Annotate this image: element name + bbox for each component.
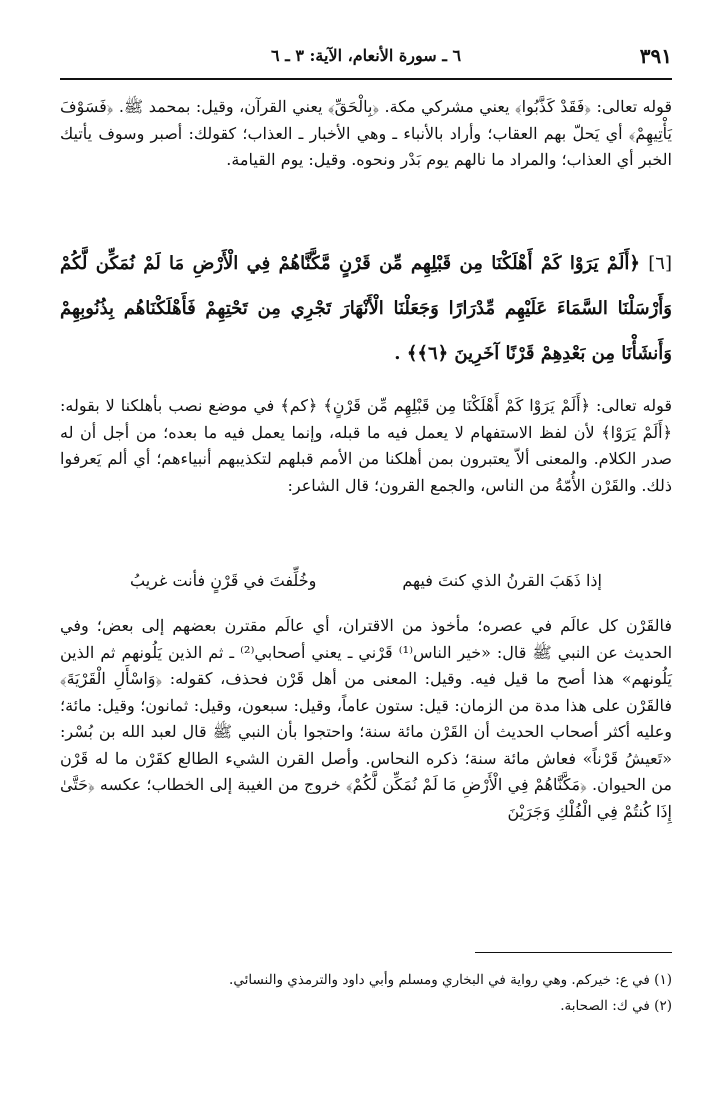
running-title: ٦ ـ سورة الأنعام، الآية: ٣ ـ ٦ [270, 46, 462, 65]
poem-verse [60, 567, 672, 597]
footnote-2: (٢) في ك: الصحابة. [560, 998, 672, 1014]
running-header [60, 40, 672, 70]
footnote-rule [475, 952, 672, 953]
header-rule [60, 78, 672, 80]
verse-text: ﴿أَلَمْ يَرَوْا كَمْ أَهْلَكْنَا مِن قَبْلِهِم مِّن قَرْنٍ مَّكَّنَّاهُمْ فِي الْأَرْضِ مَا لَمْ نُمَكِّن لَّكُمْ وَأَرْسَلْنَا السَّمَاءَ عَلَيْهِم مِّدْرَارًا وَجَعَلْنَا الْأَنْهَارَ تَجْرِي مِن تَحْتِهِمْ فَأَهْلَكْنَاهُم بِذُنُوبِهِمْ وَأَنشَأْنَا مِن بَعْدِهِمْ قَرْنًا آخَرِينَ ﴿٦﴾﴾ . [60, 253, 672, 364]
page-number: ٣٩١ [639, 44, 672, 68]
commentary-paragraph-2: قوله تعالى: ﴿أَلَمْ يَرَوْا كَمْ أَهْلَكْنَا مِن قَبْلِهِم مِّن قَرْنٍ﴾ ﴿كم﴾ في موضع نصب بأهلكنا لا بقوله: ﴿أَلَمْ يَرَوْا﴾ لأن لفظ الاستفهام لا يعمل فيه ما قبله، وإنما يعمل فيه ما بعده؛ من أجل أن له صدر الكلام. والمعنى ألاّ يعتبرون بمن أهلكنا من الأمم قبلهم لتكذيبهم أنبياءهم؛ أي ألم يَعرفوا ذلك. والقَرْن الأُمّةُ من الناس، والجمع القرون؛ قال الشاعر: [60, 396, 672, 495]
poem-first-hemistich: إذا ذَهَبَ القرنُ الذي كنتَ فيهم [402, 571, 602, 590]
poem-second-hemistich: وخُلِّفتَ في قَرْنٍ فأنت غريبُ [130, 571, 317, 590]
quran-verse [60, 241, 672, 376]
footnote-1: (١) في ع: خيركم. وهي رواية في البخاري ومسلم وأبي داود والترمذي والنسائي. [229, 972, 672, 988]
commentary-paragraph-3: فالقَرْن كل عالَم في عصره؛ مأخوذ من الاقتران، أي عالَم مقترن بعضهم إلى بعض؛ وفي الحديث عن النبي ﷺ قال: «خير الناس⁽¹⁾ قَرْني ـ يعني أصحابي⁽²⁾ ـ ثم الذين يَلُونهم ثم الذين يَلُونهم» هذا أصح ما قيل فيه. وقيل: المعنى من أهل قَرْن فحذف، كقوله: ﴿وَاسْأَلِ الْقَرْيَةَ﴾ فالقَرْن على هذا مدة من الزمان: قيل: ستون عاماً، وقيل: سبعون، وقيل: ثمانون؛ وقيل: مائة؛ وعليه أكثر أصحاب الحديث أن القَرْن مائة سنة؛ واحتجوا بأن النبي ﷺ قال لعبد الله بن بُسْر: «تَعيشُ قَرْناً» فعاش مائة سنة؛ ذكره النحاس. وأصل القرن الشيء الطالع كقَرْن ما له قَرْن من الحيوان. ﴿مَكَّنَّاهُمْ فِي الْأَرْضِ مَا لَمْ نُمَكِّن لَّكُمْ﴾ خروج من الغيبة إلى الخطاب؛ عكسه ﴿حَتَّىٰ إِذَا كُنتُمْ فِي الْفُلْكِ وَجَرَيْنَ [60, 616, 673, 821]
verse-number: [٦] [648, 253, 672, 274]
commentary-paragraph-1: قوله تعالى: ﴿فَقَدْ كَذَّبُوا﴾ يعني مشركي مكة. ﴿بِالْحَقِّ﴾ يعني القرآن، وقيل: بمحمد ﷺ. ﴿فَسَوْفَ يَأْتِيهِمْ﴾ أي يَحلّ بهم العقاب؛ وأراد بالأنباء ـ وهي الأخبار ـ العذاب؛ كقولك: أصبر وسوف يأتيك الخبر أي العذاب؛ والمراد ما نالهم يوم بَدْر ونحوه. وقيل: يوم القيامة. [60, 97, 673, 169]
